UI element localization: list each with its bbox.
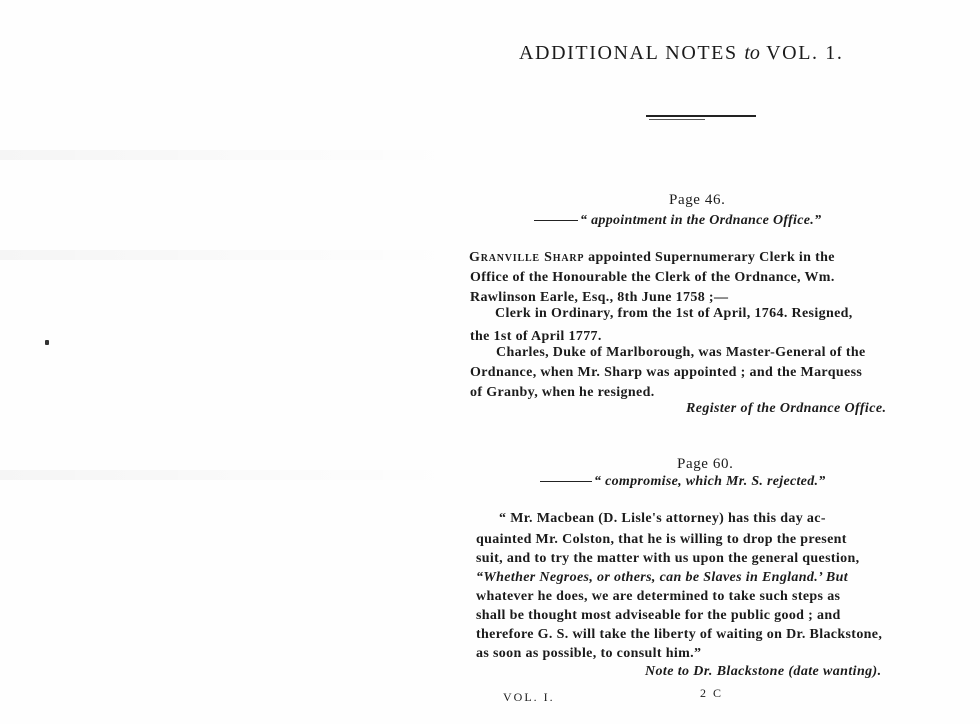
footer-volume: VOL. I. [503,690,555,704]
footer-signature-mark: 2 C [700,686,724,700]
header-title-italic: to [744,42,760,64]
text-line: the 1st of April 1777. [470,329,602,344]
text-run: appointed Supernumerary Clerk in the [584,250,835,265]
text-line: therefore G. S. will take the liberty of waiting on Dr. Blackstone, [476,627,883,642]
text-line: “ Mr. Macbean (D. Lisle's attorney) has this day ac- [499,511,826,526]
text-line: quainted Mr. Colston, that he is willing to drop the present [476,532,847,547]
header-title-part2: VOL. 1. [766,42,844,64]
text-line: shall be thought most adviseable for the public good ; and [476,608,841,623]
text-line: as soon as possible, to consult him.” [476,646,702,661]
em-rule [534,220,578,221]
scan-speck [45,340,49,345]
scan-artifact [0,470,460,480]
quote-text: “ compromise, which Mr. S. rejected.” [594,474,826,489]
scan-artifact [0,250,460,260]
scan-artifact [0,150,460,160]
text-line: Charles, Duke of Marlborough, was Master-General of the [496,345,866,360]
attribution: Register of the Ordnance Office. [686,401,887,416]
text-line: “Whether Negroes, or others, can be Slaves in England.’ But [476,570,848,585]
text-line: Office of the Honourable the Clerk of the Ordnance, Wm. [470,270,835,285]
name-smallcaps: Granville Sharp [469,250,585,265]
text-line: of Granby, when he resigned. [470,385,655,400]
em-rule [540,481,592,482]
header-rule-thin [649,119,705,120]
attribution: Note to Dr. Blackstone (date wanting). [645,664,882,679]
text-line: Clerk in Ordinary, from the 1st of April, 1764. Resigned, [495,306,853,321]
text-line: whatever he does, we are determined to take such steps as [476,589,841,604]
quoted-phrase [540,474,826,490]
running-header [519,42,843,65]
page-reference: Page 60. [677,456,734,472]
header-rule [646,115,756,117]
header-title-part1: ADDITIONAL NOTES [519,42,738,64]
text-line [469,250,835,266]
text-line: Rawlinson Earle, Esq., 8th June 1758 ;— [470,290,729,305]
page-reference: Page 46. [669,192,726,208]
quoted-phrase [534,213,821,229]
text-line: Ordnance, when Mr. Sharp was appointed ; and the Marquess [470,365,863,380]
quote-text: “ appointment in the Ordnance Office.” [580,213,822,228]
text-line: suit, and to try the matter with us upon the general question, [476,551,860,566]
